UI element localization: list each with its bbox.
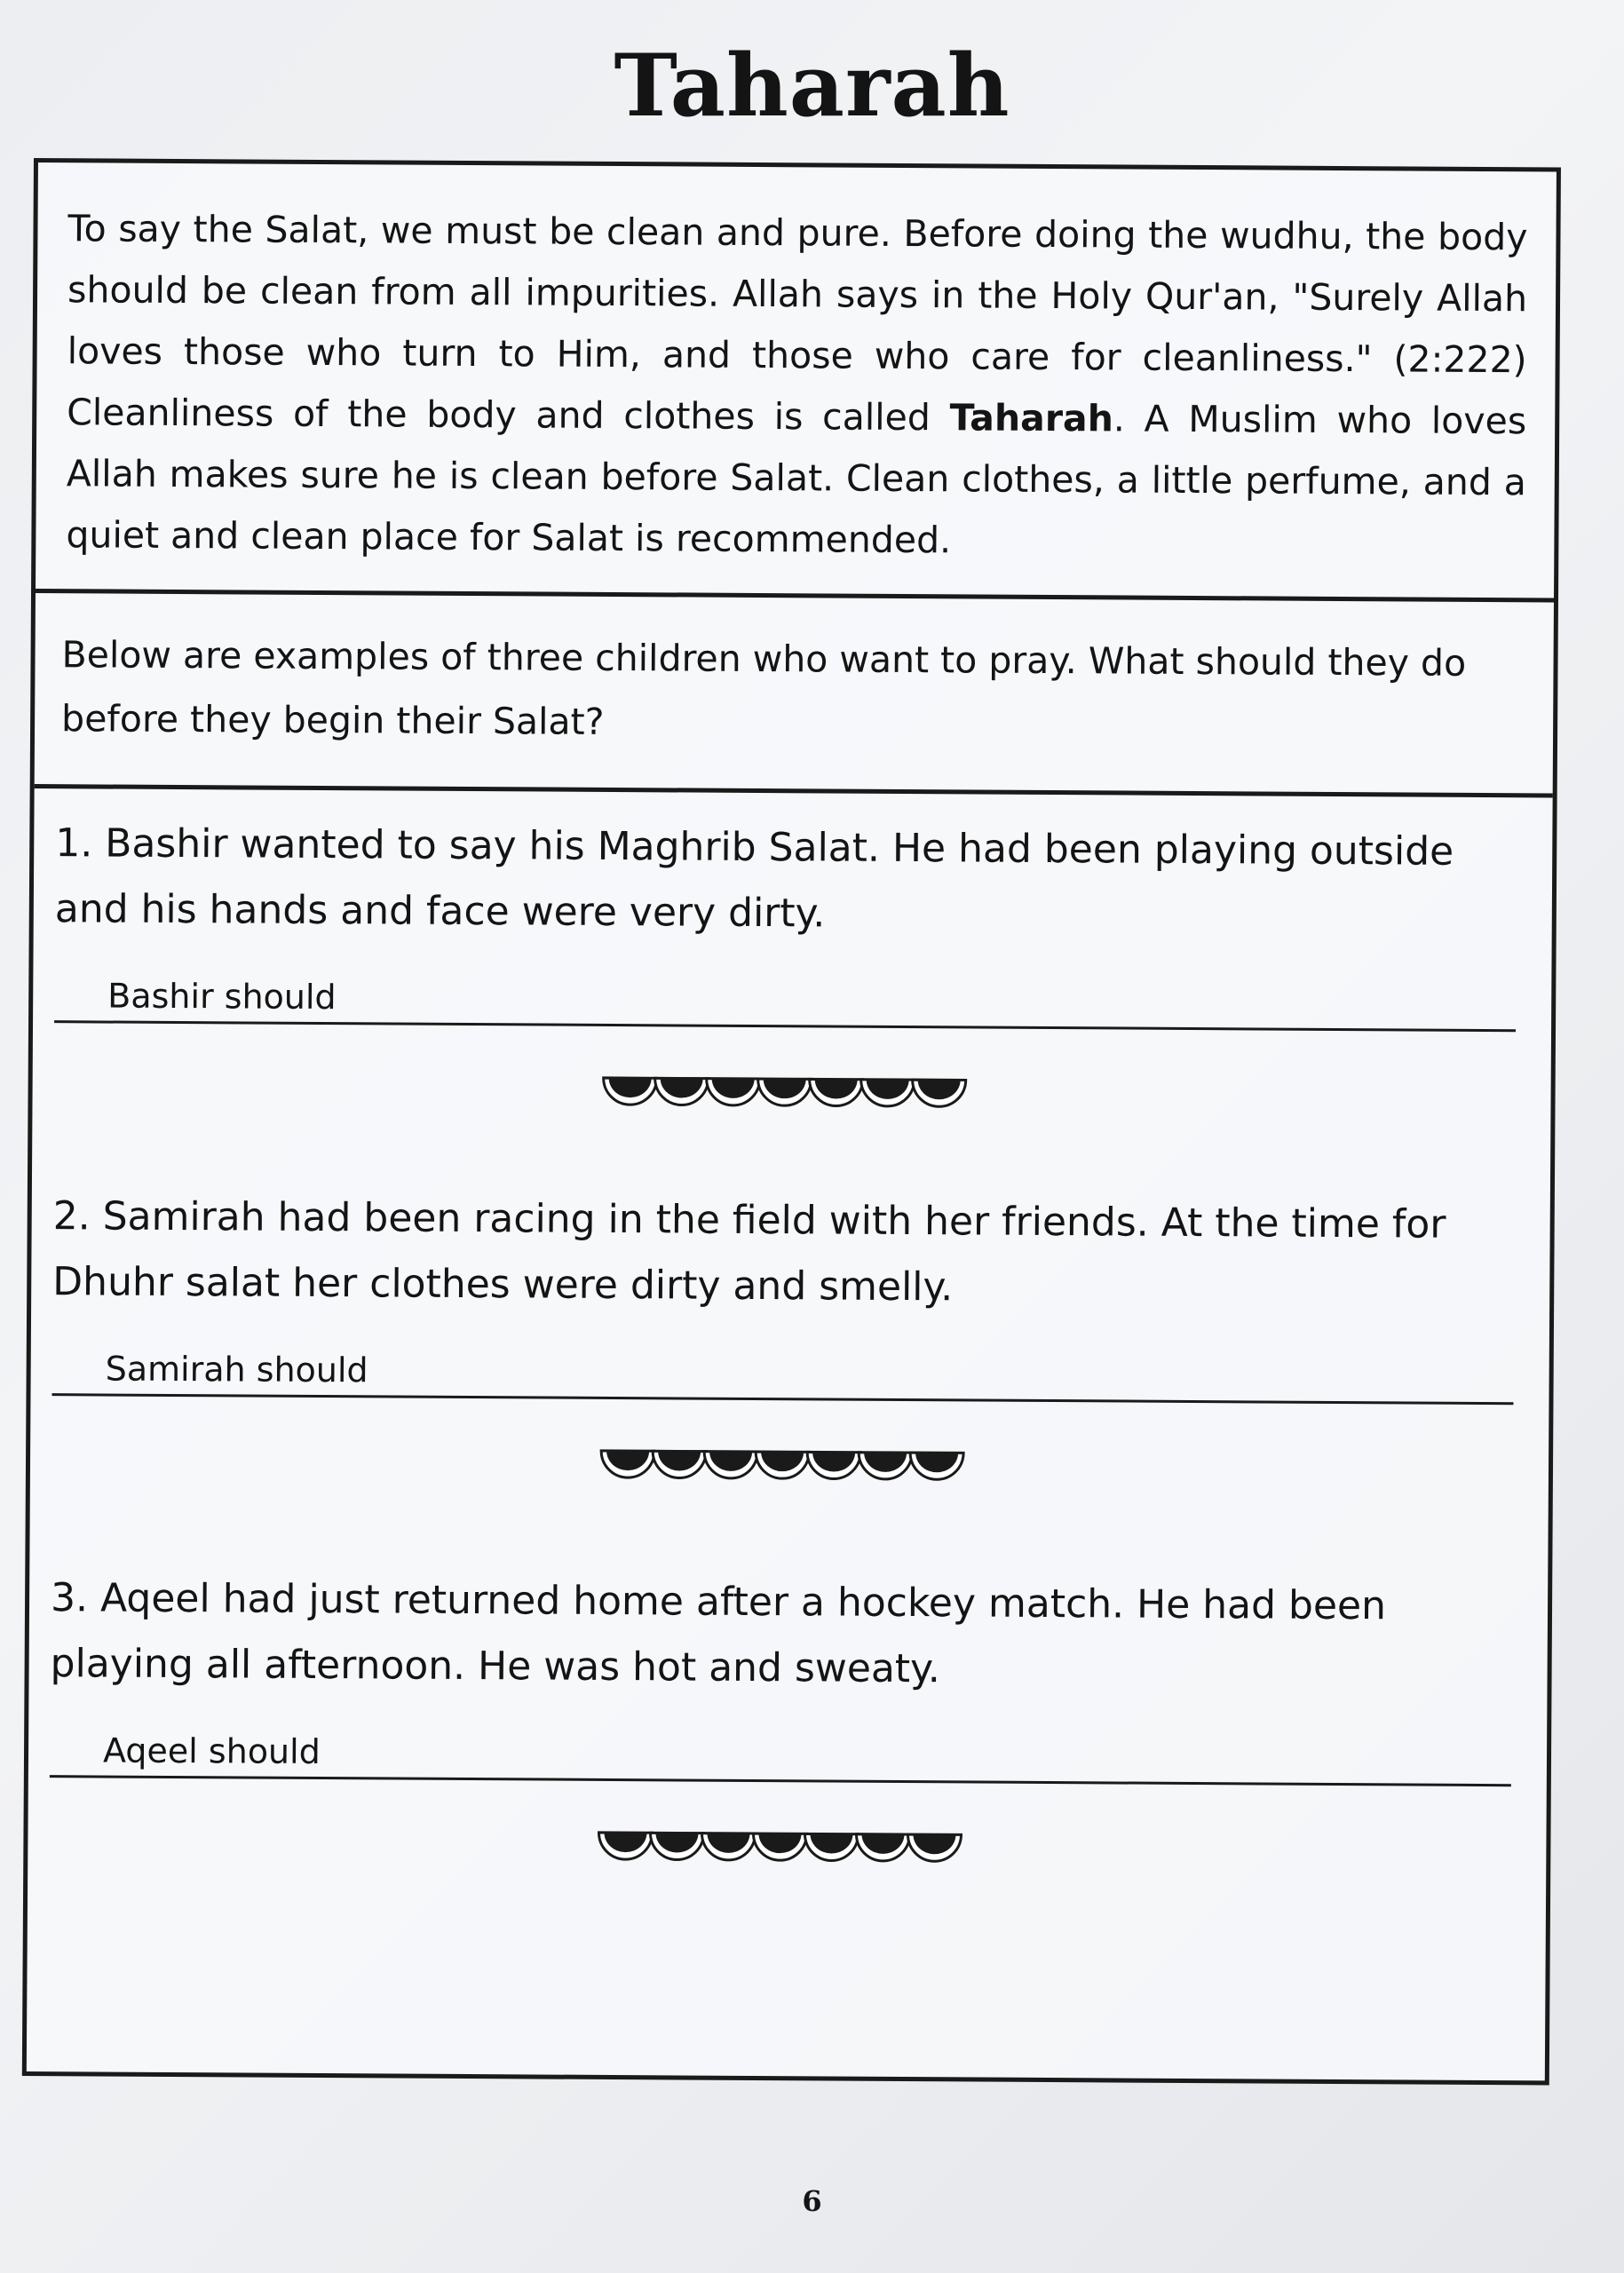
- question-3: [28, 1565, 1548, 1879]
- answer-line-3[interactable]: [50, 1722, 1511, 1786]
- answer-label-2: Samirah should: [105, 1349, 368, 1390]
- prompt-section: [35, 596, 1554, 791]
- intro-bold-term: Taharah: [949, 396, 1114, 440]
- ornament-divider-3: [49, 1820, 1510, 1879]
- worksheet-frame: [22, 158, 1561, 2085]
- scallop-ornament-icon: [598, 1069, 970, 1121]
- question-1: [32, 811, 1552, 1124]
- ornament-divider-2: [51, 1438, 1513, 1497]
- ornament-divider-1: [53, 1065, 1515, 1124]
- question-2: [30, 1184, 1550, 1497]
- answer-line-1[interactable]: [54, 967, 1516, 1032]
- prompt-text: Below are examples of three children who want to pray. What should they do before they begin their Salat?: [60, 633, 1467, 743]
- question-2-text: 2. Samirah had been racing in the field with her friends. At the time for Dhuhr salat her clothes were dirty and smelly.: [52, 1193, 1446, 1311]
- page-title: Taharah: [614, 36, 1010, 136]
- intro-paragraph: [66, 198, 1527, 574]
- answer-line-2[interactable]: [51, 1340, 1513, 1405]
- scallop-ornament-icon: [593, 1824, 966, 1876]
- answer-label-1: Bashir should: [107, 976, 337, 1018]
- question-3-text: 3. Aqeel had just returned home after a hockey match. He had been playing all afternoon. He was hot and sweaty.: [50, 1575, 1387, 1692]
- intro-text-start: To say the Salat, we must be clean and pure. Before doing the wudhu, the body should be clean from all impurities. Allah says in the Holy Qur'an, "Surely Allah loves those who turn to Him, and those who care for cleanliness." (2:222) Cleanliness of the body and clothes is called: [67, 207, 1528, 440]
- answer-label-3: Aqeel should: [102, 1730, 321, 1772]
- question-1-text: 1. Bashir wanted to say his Maghrib Salat. He had been playing outside and his hands and face were very dirty.: [54, 820, 1454, 937]
- intro-text-end: . A Muslim who loves Allah makes sure he is clean before Salat. Clean clothes, a little perfume, and a quiet and clean place for Salat is recommended.: [66, 397, 1527, 562]
- intro-section: [36, 162, 1557, 598]
- page-number: 6: [802, 2184, 822, 2218]
- scallop-ornament-icon: [596, 1442, 969, 1494]
